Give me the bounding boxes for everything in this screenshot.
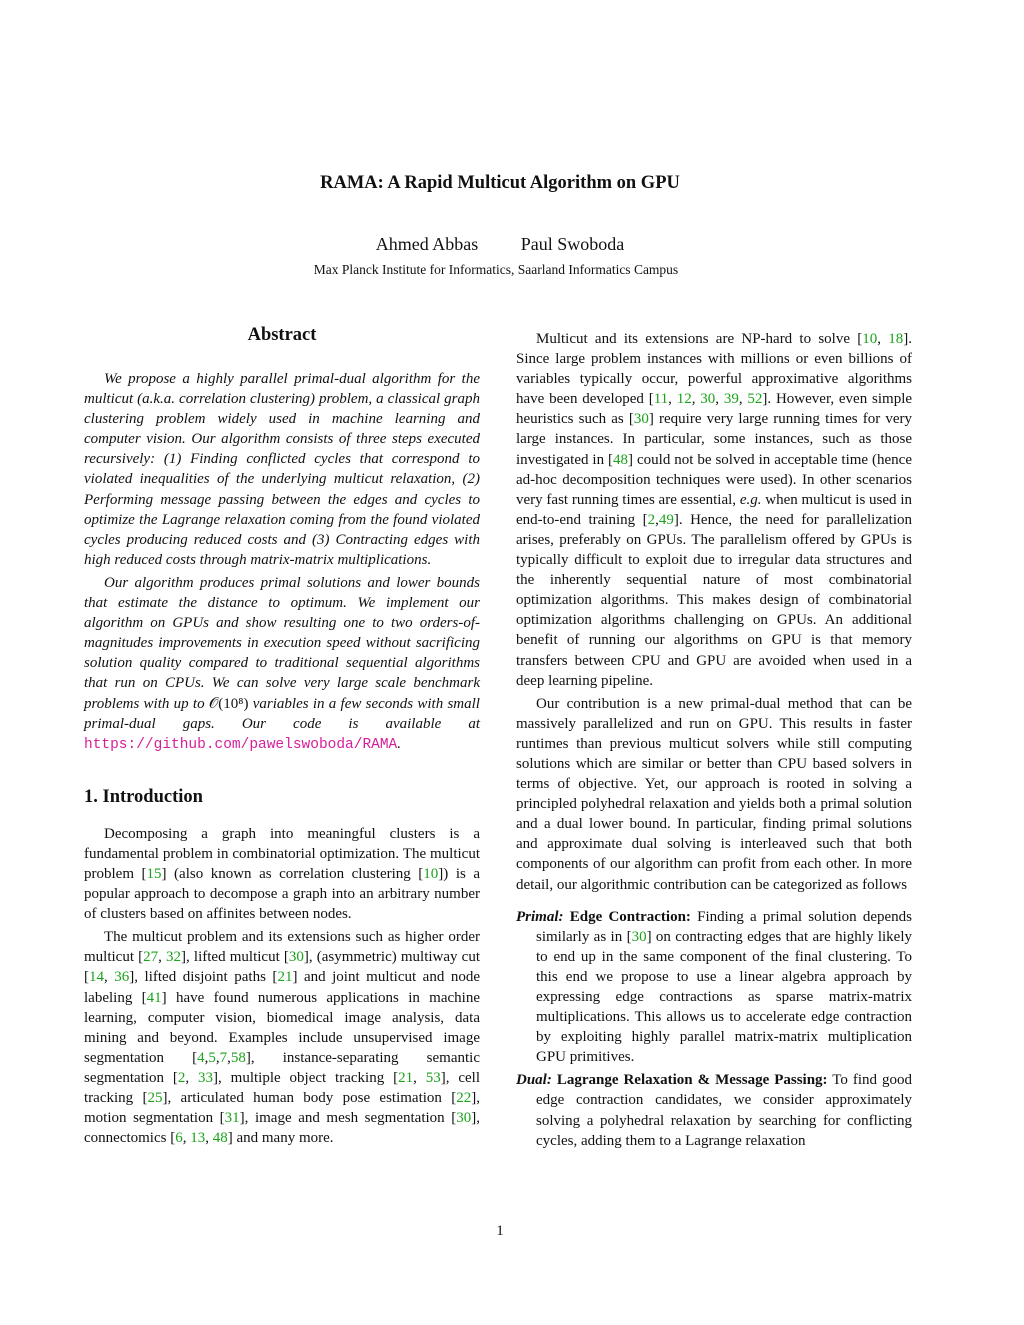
abstract-body — [84, 369, 480, 755]
citation-link[interactable]: 6 — [175, 1130, 183, 1147]
author-name: Ahmed Abbas — [375, 234, 479, 254]
page-number: 1 — [496, 1223, 504, 1239]
citation-link[interactable]: 10 — [423, 865, 439, 882]
citation-link[interactable]: 11 — [653, 391, 669, 408]
author-name: Paul Swoboda — [520, 234, 625, 254]
intro-paragraph: Decomposing a graph into meaningful clusters is a fundamental problem in combinatorial optimization. The multicut problem [15] (also known as correlation clustering [10]) is a popular approach to decompose a graph into an arbitrary number of clusters based on affinites between nodes. — [84, 825, 481, 923]
citation-link[interactable]: 30 — [456, 1110, 472, 1127]
contribution-list — [516, 907, 912, 1151]
citation-link[interactable]: 5 — [208, 1049, 216, 1066]
emphasis-text: e.g. — [739, 491, 762, 508]
citation-link[interactable]: 30 — [700, 391, 716, 408]
citation-link[interactable]: 31 — [224, 1110, 240, 1127]
math-expression: 𝒪(10⁸) — [208, 695, 249, 712]
contribution-kind: Dual: — [516, 1072, 552, 1089]
intro-paragraph: The multicut problem and its extensions such as higher order multicut [27, 32], lifted multicut [30], (asymmetric) multiway cut [14, 36], lifted disjoint paths [21] and joint multicut and node labeling [41] have found numerous applications in machine learning, computer vision, biomedical image analysis, data mining and beyond. Examples include unsupervised image segmentation [4,5,7,58], instance-separating semantic segmentation [2, 33], multiple object tracking [21, 53], cell tracking [25], articulated human body pose estimation [22], motion segmentation [31], image and mesh segmentation [30], connectomics [6, 13, 48] and many more. — [84, 929, 481, 1147]
citation-link[interactable]: 30 — [288, 949, 304, 966]
citation-link[interactable]: 12 — [676, 391, 692, 408]
citation-link[interactable]: 52 — [747, 391, 763, 408]
abstract-paragraph — [84, 573, 480, 755]
citation-link[interactable]: 21 — [277, 969, 293, 986]
contribution-item: Dual: Lagrange Relaxation & Message Passing: To find good edge contraction candidates, we consider approximately solving a polyhedral relaxation by searching for conflicting cycles, adding them to a Lagrange relaxation — [516, 1072, 912, 1149]
citation-link[interactable]: 21 — [398, 1069, 414, 1086]
author-list — [0, 234, 1000, 255]
citation-link[interactable]: 49 — [658, 511, 674, 528]
citation-link[interactable]: 53 — [425, 1069, 441, 1086]
abstract-paragraph: We propose a highly parallel primal-dual algorithm for the multicut (a.k.a. correlation clustering) problem, a classical graph clustering problem widely used in machine learning and computer vision. Our algorithm consists of three steps executed recursively: (1) Finding conflicted cycles that correspond to violated inequalities of the underlying multicut relaxation, (2) Performing message passing between the edges and cycles to optimize the Lagrange relaxation coming from the found violated cycles producing reduced costs and (3) Contracting edges with high reduced costs through matrix-matrix multiplications. — [84, 371, 480, 568]
citation-link[interactable]: 7 — [219, 1049, 228, 1066]
section-heading: 1. Introduction — [84, 786, 203, 807]
contribution-kind: Primal: — [516, 908, 564, 925]
citation-link[interactable]: 14 — [89, 969, 104, 986]
body-paragraph: Multicut and its extensions are NP-hard to solve [10, 18]. Since large problem instances with millions or even billions of variables typically occur, powerful approximative algorithms have been developed [11, 12, 30, 39, 52]. However, even simple heuristics such as [30] require very large running times for very large instances. In particular, some instances, such as those investigated in [48] could not be solved in acceptable time (hence ad-hoc decomposition techniques were used). In other scenarios very fast running times are essential, e.g. when multicut is used in end-to-end training [2,49]. Hence, the need for parallelization arises, preferably on GPUs. The parallelism offered by GPUs is typically difficult to exploit due to irregular data structures and the inherently sequential nature of most combinatorial optimization algorithms. This makes design of combinatorial optimization algorithms challenging on GPUs. An additional benefit of running our algorithms on GPU is that memory transfers between CPU and GPU are avoided when used in a deep learning pipeline. — [516, 331, 913, 689]
abstract-text: Our algorithm produces primal solutions and lower bounds that estimate the distance to optimum. We implement our algorithm on GPUs and show resulting one to two orders-of-magnitudes improvements in execution speed without sacrificing solution quality compared to traditional sequential algorithms that run on CPUs. We can solve very large scale benchmark problems with up to — [84, 574, 480, 712]
affiliation: Max Planck Institute for Informatics, Saarland Informatics Campus — [313, 262, 679, 277]
citation-link[interactable]: 41 — [146, 989, 162, 1006]
citation-link[interactable]: 22 — [456, 1090, 472, 1106]
abstract-text: variables in a few seconds with small primal-dual gaps. Our code is available at — [84, 695, 480, 732]
citation-link[interactable]: 27 — [143, 949, 159, 966]
citation-link[interactable]: 4 — [197, 1049, 205, 1066]
citation-link[interactable]: 33 — [198, 1069, 214, 1086]
citation-link[interactable]: 48 — [613, 451, 629, 468]
paper-title: RAMA: A Rapid Multicut Algorithm on GPU — [320, 173, 680, 193]
citation-link[interactable]: 13 — [190, 1130, 206, 1147]
body-paragraph: Our contribution is a new primal-dual method that can be massively parallelized and run on GPU. This results in faster runtimes than previous multicut solvers while still computing solutions which are similar or better than CPU based solvers in terms of objective. Yet, our approach is rooted in solving a principled polyhedral relaxation and yields both a primal solution and a dual lower bound. In particular, finding primal solutions and approximate dual solving is interleaved such that both components of our algorithm can profit from each other. In more detail, our algorithmic contribution can be categorized as follows — [516, 695, 912, 893]
citation-link[interactable]: 48 — [212, 1130, 228, 1147]
contribution-label: Primal: Edge Contraction: — [516, 908, 691, 925]
contribution-label: Dual: Lagrange Relaxation & Message Passing: — [516, 1072, 828, 1089]
citation-link[interactable]: 30 — [631, 928, 647, 945]
code-url-link[interactable]: https://github.com/pawelswoboda/RAMA — [84, 736, 398, 753]
citation-link[interactable]: 15 — [146, 865, 162, 882]
citation-link[interactable]: 39 — [723, 391, 739, 408]
citation-link[interactable]: 30 — [633, 411, 649, 428]
citation-link[interactable]: 18 — [888, 331, 904, 347]
citation-link[interactable]: 58 — [230, 1049, 246, 1066]
citation-link[interactable]: 32 — [166, 949, 182, 966]
contribution-item: Primal: Edge Contraction: Finding a primal solution depends similarly as in [30] on contracting edges that are highly likely to end up in the same component of the final clustering. To this end we propose to use a linear algebra approach by expressing edge contractions as sparse matrix-matrix multiplications. This allows us to accelerate edge contraction by exploiting highly parallel matrix-matrix multiplication GPU primitives. — [516, 908, 913, 1066]
abstract-text: . — [397, 735, 402, 752]
left-column — [84, 322, 480, 1148]
abstract-heading: Abstract — [247, 325, 317, 345]
right-column — [516, 329, 912, 1151]
citation-link[interactable]: 2 — [177, 1069, 186, 1086]
citation-link[interactable]: 2 — [647, 511, 656, 528]
citation-link[interactable]: 10 — [862, 331, 878, 347]
citation-link[interactable]: 36 — [114, 969, 130, 986]
citation-link[interactable]: 25 — [147, 1090, 163, 1106]
